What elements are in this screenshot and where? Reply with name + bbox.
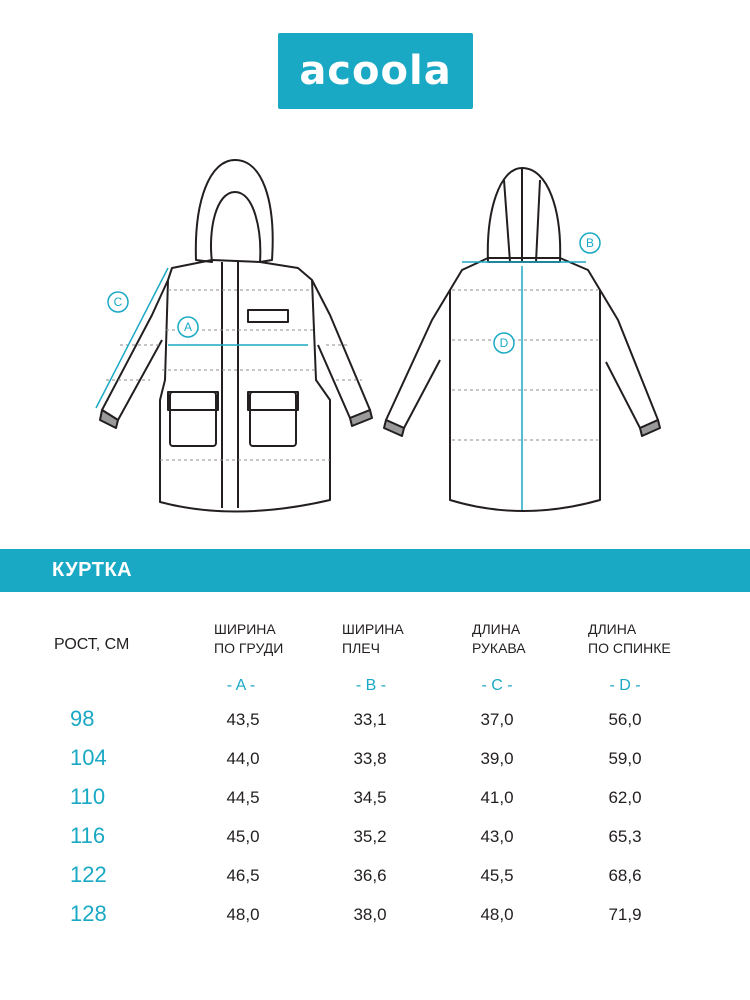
column-letter-d: - D - bbox=[609, 677, 641, 694]
section-title: КУРТКА bbox=[52, 559, 133, 581]
row-header-label: РОСТ, СМ bbox=[54, 636, 130, 653]
column-header-b bbox=[342, 620, 404, 658]
cell-d: 71,9 bbox=[608, 905, 642, 924]
cell-a: 43,5 bbox=[226, 710, 260, 729]
column-header-line1: ДЛИНА bbox=[472, 621, 521, 637]
cell-c: 45,5 bbox=[480, 866, 514, 885]
back-left-sleeve bbox=[386, 290, 450, 428]
row-size: 116 bbox=[70, 823, 106, 848]
column-letter-b: - B - bbox=[355, 677, 387, 694]
column-header-line2: ПО СПИНКЕ bbox=[588, 640, 671, 656]
marker-d: D bbox=[499, 336, 509, 350]
cell-b: 35,2 bbox=[353, 827, 387, 846]
front-right-sleeve bbox=[312, 280, 370, 418]
brand-logo bbox=[278, 33, 473, 109]
marker-b: B bbox=[585, 236, 595, 250]
back-body bbox=[450, 258, 600, 511]
front-body bbox=[160, 260, 330, 512]
cell-d: 68,6 bbox=[608, 866, 642, 885]
marker-a: A bbox=[183, 320, 193, 334]
row-size: 128 bbox=[70, 901, 107, 926]
cell-d: 65,3 bbox=[608, 827, 642, 846]
cell-a: 44,5 bbox=[226, 788, 260, 807]
section-banner bbox=[0, 549, 750, 592]
column-header-line2: РУКАВА bbox=[472, 640, 526, 656]
table-row bbox=[0, 901, 750, 935]
cell-c: 37,0 bbox=[480, 710, 514, 729]
column-letter-c: - C - bbox=[481, 677, 513, 694]
cell-c: 43,0 bbox=[480, 827, 514, 846]
column-header-line2: ПО ГРУДИ bbox=[214, 640, 284, 656]
cell-a: 44,0 bbox=[226, 749, 260, 768]
marker-c: C bbox=[113, 295, 123, 309]
cell-a: 46,5 bbox=[226, 866, 260, 885]
cell-a: 45,0 bbox=[226, 827, 260, 846]
row-size: 104 bbox=[70, 745, 107, 770]
cell-b: 34,5 bbox=[353, 788, 387, 807]
column-header-line1: ШИРИНА bbox=[342, 621, 404, 637]
back-hood bbox=[488, 168, 560, 262]
brand-logo-text: acoola bbox=[299, 48, 452, 94]
cell-b: 33,8 bbox=[353, 749, 387, 768]
cell-c: 48,0 bbox=[480, 905, 514, 924]
row-size: 110 bbox=[70, 784, 106, 809]
cell-b: 36,6 bbox=[353, 866, 387, 885]
row-size: 122 bbox=[70, 862, 107, 887]
column-header-line2: ПЛЕЧ bbox=[342, 640, 380, 656]
cell-b: 38,0 bbox=[353, 905, 387, 924]
table-row bbox=[0, 706, 750, 740]
cell-d: 56,0 bbox=[608, 710, 642, 729]
cell-b: 33,1 bbox=[353, 710, 387, 729]
column-letter-a: - A - bbox=[226, 677, 256, 694]
cell-d: 59,0 bbox=[608, 749, 642, 768]
table-row bbox=[0, 784, 750, 818]
cell-d: 62,0 bbox=[608, 788, 642, 807]
cell-a: 48,0 bbox=[226, 905, 260, 924]
jacket-sketch bbox=[0, 130, 750, 530]
front-hood bbox=[196, 160, 273, 262]
column-header-c bbox=[472, 620, 526, 658]
table-row bbox=[0, 745, 750, 779]
cell-c: 39,0 bbox=[480, 749, 514, 768]
column-header-line1: ШИРИНА bbox=[214, 621, 276, 637]
cell-c: 41,0 bbox=[480, 788, 514, 807]
table-row bbox=[0, 862, 750, 896]
back-right-sleeve bbox=[600, 290, 658, 428]
column-header-a bbox=[214, 620, 283, 658]
column-header-line1: ДЛИНА bbox=[588, 621, 637, 637]
table-row bbox=[0, 823, 750, 857]
column-header-d bbox=[588, 620, 671, 658]
row-size: 98 bbox=[70, 706, 95, 731]
